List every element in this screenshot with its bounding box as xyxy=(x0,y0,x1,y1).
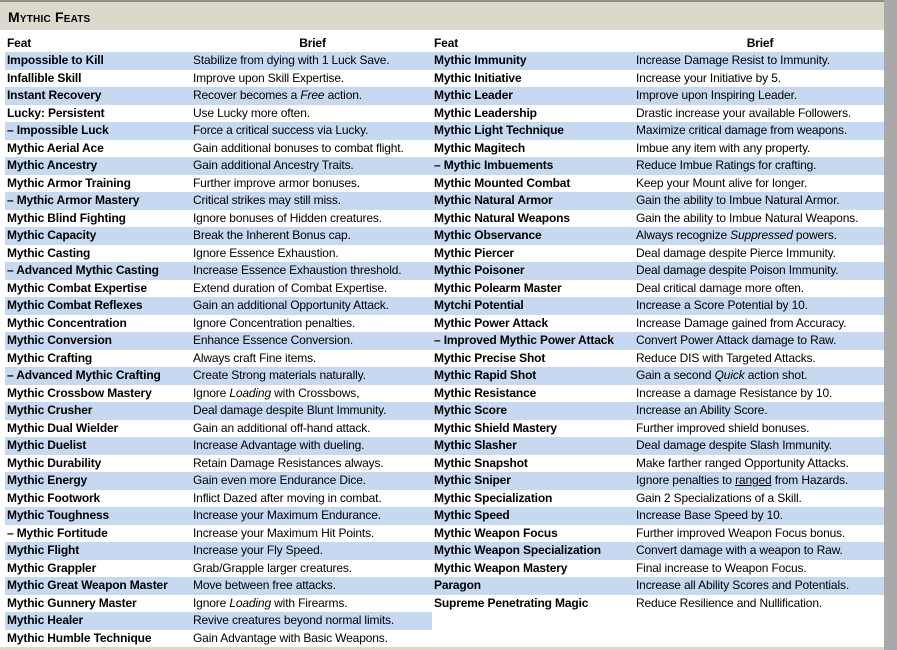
feat-name: Mythic Aerial Ace xyxy=(7,140,104,155)
table-row xyxy=(432,280,884,298)
feat-name: Mythic Crossbow Mastery xyxy=(7,385,152,400)
table-row xyxy=(5,385,432,403)
table-row xyxy=(5,332,432,350)
feat-brief: Use Lucky more often. xyxy=(193,105,310,120)
table-row xyxy=(5,350,432,368)
feat-name: Mythic Observance xyxy=(434,228,542,242)
feat-name: Mythic Casting xyxy=(7,245,91,260)
feat-name: Mythic Weapon Mastery xyxy=(434,560,568,575)
table-row xyxy=(5,490,432,508)
table-row xyxy=(5,280,432,298)
feat-name: Mythic Immunity xyxy=(434,53,527,67)
table-row xyxy=(5,455,432,473)
feat-brief: Gain an additional off-hand attack. xyxy=(193,420,371,435)
table-row xyxy=(432,542,884,560)
table-row xyxy=(5,52,432,70)
feat-name: Mythic Resistance xyxy=(434,385,537,400)
feat-brief: Revive creatures beyond normal limits. xyxy=(193,613,395,627)
feat-brief: Force a critical success via Lucky. xyxy=(193,123,369,137)
feat-brief: Improve upon Inspiring Leader. xyxy=(636,88,797,102)
table-row xyxy=(5,437,432,455)
table-row xyxy=(5,105,432,123)
feat-brief: Ignore penalties to ranged from Hazards. xyxy=(636,473,849,487)
feat-brief: Increase your Initiative by 5. xyxy=(636,70,781,85)
table-row xyxy=(432,52,884,70)
feat-name: Mythic Piercer xyxy=(434,245,514,260)
feat-brief: Ignore bonuses of Hidden creatures. xyxy=(193,210,382,225)
table-row xyxy=(5,402,432,420)
table-row xyxy=(432,367,884,385)
feat-brief: Increase a damage Resistance by 10. xyxy=(636,385,833,400)
table-row xyxy=(432,385,884,403)
table-row xyxy=(5,507,432,525)
feat-name: Mythic Conversion xyxy=(7,333,112,347)
column-header-brief: Brief xyxy=(746,36,774,50)
table-rows-left xyxy=(5,52,432,647)
feat-name: Instant Recovery xyxy=(7,88,102,102)
feat-brief: Reduce Imbue Ratings for crafting. xyxy=(636,158,817,172)
feat-brief: Move between free attacks. xyxy=(193,578,336,592)
table-row xyxy=(5,140,432,158)
feat-name: Impossible to Kill xyxy=(7,53,104,67)
feat-brief: Extend duration of Combat Expertise. xyxy=(193,280,388,295)
feat-brief: Reduce Resilience and Nullification. xyxy=(636,595,823,610)
feat-brief: Further improve armor bonuses. xyxy=(193,175,360,190)
table-row xyxy=(432,105,884,123)
table-row xyxy=(5,367,432,385)
feat-brief: Gain additional Ancestry Traits. xyxy=(193,158,354,172)
feat-brief: Maximize critical damage from weapons. xyxy=(636,123,848,137)
feat-brief: Make farther ranged Opportunity Attacks. xyxy=(636,455,849,470)
table-row xyxy=(432,332,884,350)
feat-brief: Improve upon Skill Expertise. xyxy=(193,70,345,85)
table-row xyxy=(5,612,432,630)
feat-brief: Gain even more Endurance Dice. xyxy=(193,473,366,487)
feat-brief: Always recognize Suppressed powers. xyxy=(636,228,837,242)
table-row xyxy=(432,140,884,158)
feat-brief: Break the Inherent Bonus cap. xyxy=(193,228,351,242)
feat-name: Mythic Specialization xyxy=(434,490,553,505)
table-row xyxy=(432,245,884,263)
table-row xyxy=(5,70,432,88)
feat-name: – Advanced Mythic Crafting xyxy=(7,368,161,382)
table-row xyxy=(432,87,884,105)
table-row xyxy=(432,297,884,315)
feat-name: Mythic Magitech xyxy=(434,140,526,155)
feat-brief: Further improved shield bonuses. xyxy=(636,420,810,435)
table-row xyxy=(5,525,432,543)
feat-brief: Final increase to Weapon Focus. xyxy=(636,560,807,575)
feat-name: Mythic Humble Technique xyxy=(7,630,152,645)
feat-name: Mythic Toughness xyxy=(7,508,110,522)
feat-name: Supreme Penetrating Magic xyxy=(434,595,589,610)
feat-brief: Always craft Fine items. xyxy=(193,350,317,365)
feat-brief: Increase Advantage with dueling. xyxy=(193,438,365,452)
feat-name: Mythic Sniper xyxy=(434,473,511,487)
table-row xyxy=(5,245,432,263)
table-row xyxy=(432,595,884,613)
feats-table-left xyxy=(5,34,432,647)
feat-brief: Gain the ability to Imbue Natural Armor. xyxy=(636,193,840,207)
table-row xyxy=(5,87,432,105)
column-header-brief: Brief xyxy=(299,36,326,50)
table-row xyxy=(5,227,432,245)
feat-name: Mythic Initiative xyxy=(434,70,522,85)
feat-brief: Increase your Fly Speed. xyxy=(193,543,323,557)
feat-brief: Deal damage despite Poison Immunity. xyxy=(636,263,839,277)
feat-brief: Ignore Loading with Firearms. xyxy=(193,595,348,610)
feat-brief: Inflict Dazed after moving in combat. xyxy=(193,490,382,505)
feat-name: – Impossible Luck xyxy=(7,123,109,137)
feat-name: Mythic Gunnery Master xyxy=(7,595,137,610)
feat-name: – Advanced Mythic Casting xyxy=(7,263,159,277)
feat-name: Mythic Natural Weapons xyxy=(434,210,570,225)
feat-brief: Convert damage with a weapon to Raw. xyxy=(636,543,843,557)
feat-name: Mythic Ancestry xyxy=(7,158,98,172)
table-row xyxy=(5,542,432,560)
feat-brief: Deal critical damage more often. xyxy=(636,280,804,295)
table-row xyxy=(432,192,884,210)
table-row xyxy=(432,210,884,228)
feat-name: Mythic Combat Reflexes xyxy=(7,298,143,312)
feat-brief: Grab/Grapple larger creatures. xyxy=(193,560,352,575)
feats-table-right xyxy=(432,34,884,612)
feat-name: Mythic Snapshot xyxy=(434,455,528,470)
feat-brief: Deal damage despite Slash Immunity. xyxy=(636,438,832,452)
table-row xyxy=(5,297,432,315)
table-row xyxy=(432,577,884,595)
feat-name: Mythic Duelist xyxy=(7,438,87,452)
feat-brief: Increase Base Speed by 10. xyxy=(636,508,783,522)
table-row xyxy=(432,525,884,543)
feat-brief: Gain an additional Opportunity Attack. xyxy=(193,298,389,312)
feat-name: – Mythic Fortitude xyxy=(7,525,108,540)
title-band xyxy=(0,0,897,30)
feat-name: Mythic Leader xyxy=(434,88,513,102)
table-row xyxy=(5,472,432,490)
table-header-row xyxy=(5,34,432,52)
feat-name: Mythic Durability xyxy=(7,455,102,470)
feat-brief: Gain the ability to Imbue Natural Weapons. xyxy=(636,210,859,225)
table-row xyxy=(5,175,432,193)
feat-brief: Enhance Essence Conversion. xyxy=(193,333,354,347)
feat-brief: Gain Advantage with Basic Weapons. xyxy=(193,630,388,645)
feat-name: Mythic Blind Fighting xyxy=(7,210,126,225)
table-row xyxy=(5,630,432,648)
feat-brief: Recover becomes a Free action. xyxy=(193,88,362,102)
feat-name: Mythic Score xyxy=(434,403,507,417)
feat-brief: Ignore Essence Exhaustion. xyxy=(193,245,339,260)
feat-brief: Increase an Ability Score. xyxy=(636,403,768,417)
feat-brief: Deal damage despite Blunt Immunity. xyxy=(193,403,387,417)
feat-brief: Increase Damage Resist to Immunity. xyxy=(636,53,830,67)
table-row xyxy=(432,507,884,525)
feat-brief: Keep your Mount alive for longer. xyxy=(636,175,808,190)
table-row xyxy=(432,472,884,490)
feat-brief: Reduce DIS with Targeted Attacks. xyxy=(636,350,816,365)
feat-brief: Deal damage despite Pierce Immunity. xyxy=(636,245,836,260)
page-edge-strip xyxy=(884,0,897,650)
table-rows-right xyxy=(432,52,884,612)
feat-name: Mythic Shield Mastery xyxy=(434,420,557,435)
column-header-feat: Feat xyxy=(434,36,459,50)
feat-name: Mythic Slasher xyxy=(434,438,517,452)
table-row xyxy=(5,192,432,210)
feat-name: Mythic Weapon Specialization xyxy=(434,543,601,557)
table-row xyxy=(432,420,884,438)
table-row xyxy=(432,262,884,280)
table-row xyxy=(432,70,884,88)
table-row xyxy=(5,315,432,333)
table-row xyxy=(432,350,884,368)
feat-brief: Create Strong materials naturally. xyxy=(193,368,366,382)
table-row xyxy=(432,402,884,420)
feat-name: Mythic Footwork xyxy=(7,490,101,505)
table-row xyxy=(5,560,432,578)
feat-brief: Increase Essence Exhaustion threshold. xyxy=(193,263,402,277)
feat-name: Mythic Leadership xyxy=(434,105,537,120)
feat-name: – Improved Mythic Power Attack xyxy=(434,333,614,347)
feat-name: Mythic Precise Shot xyxy=(434,350,546,365)
feat-name: Mythic Polearm Master xyxy=(434,280,562,295)
feat-name: Mythic Armor Training xyxy=(7,175,131,190)
feat-name: Mythic Crusher xyxy=(7,403,93,417)
table-row xyxy=(432,122,884,140)
table-row xyxy=(5,157,432,175)
feat-name: Mythic Natural Armor xyxy=(434,193,553,207)
feat-name: Mythic Dual Wielder xyxy=(7,420,119,435)
feat-brief: Convert Power Attack damage to Raw. xyxy=(636,333,837,347)
feat-name: Infallible Skill xyxy=(7,70,82,85)
feat-brief: Increase a Score Potential by 10. xyxy=(636,298,808,312)
feat-name: Mythic Mounted Combat xyxy=(434,175,571,190)
table-row xyxy=(432,315,884,333)
table-row xyxy=(5,577,432,595)
feat-brief: Increase all Ability Scores and Potentials. xyxy=(636,578,850,592)
table-row xyxy=(5,420,432,438)
feat-brief: Ignore Loading with Crossbows, xyxy=(193,385,360,400)
feat-name: – Mythic Armor Mastery xyxy=(7,193,140,207)
feat-name: – Mythic Imbuements xyxy=(434,158,554,172)
table-row xyxy=(432,490,884,508)
feat-brief: Further improved Weapon Focus bonus. xyxy=(636,525,846,540)
table-row xyxy=(5,210,432,228)
feat-name: Mythic Healer xyxy=(7,613,84,627)
feat-name: Mythic Flight xyxy=(7,543,80,557)
table-row xyxy=(432,455,884,473)
page-title: Mythic Feats xyxy=(8,9,91,25)
table-row xyxy=(432,157,884,175)
mythic-feats-table xyxy=(5,34,884,647)
table-row xyxy=(432,227,884,245)
table-row xyxy=(432,560,884,578)
feat-name: Mythic Great Weapon Master xyxy=(7,578,168,592)
feat-brief: Critical strikes may still miss. xyxy=(193,193,341,207)
feat-name: Mythic Light Technique xyxy=(434,123,564,137)
feat-brief: Imbue any item with any property. xyxy=(636,140,811,155)
feat-name: Mythic Grappler xyxy=(7,560,97,575)
feat-name: Mythic Capacity xyxy=(7,228,97,242)
feat-name: Mythic Energy xyxy=(7,473,88,487)
feat-brief: Gain a second Quick action shot. xyxy=(636,368,808,382)
feat-name: Paragon xyxy=(434,578,481,592)
feat-brief: Increase Damage gained from Accuracy. xyxy=(636,315,847,330)
feat-name: Mythic Poisoner xyxy=(434,263,525,277)
feat-brief: Increase your Maximum Hit Points. xyxy=(193,525,375,540)
feat-name: Mythic Rapid Shot xyxy=(434,368,537,382)
feat-name: Mythic Power Attack xyxy=(434,315,549,330)
feat-brief: Gain 2 Specializations of a Skill. xyxy=(636,490,802,505)
feat-name: Mythic Weapon Focus xyxy=(434,525,558,540)
table-row xyxy=(5,262,432,280)
feat-name: Mythic Concentration xyxy=(7,315,127,330)
table-row xyxy=(432,437,884,455)
table-row xyxy=(5,122,432,140)
feat-brief: Drastic increase your available Followers. xyxy=(636,105,852,120)
feat-brief: Retain Damage Resistances always. xyxy=(193,455,384,470)
feat-name: Mythic Crafting xyxy=(7,350,93,365)
feat-brief: Stabilize from dying with 1 Luck Save. xyxy=(193,53,390,67)
feat-name: Mythic Speed xyxy=(434,508,510,522)
table-row xyxy=(5,595,432,613)
feat-name: Mythic Combat Expertise xyxy=(7,280,147,295)
table-row xyxy=(432,175,884,193)
feat-brief: Ignore Concentration penalties. xyxy=(193,315,356,330)
table-header-row xyxy=(432,34,884,52)
feat-name: Mytchi Potential xyxy=(434,298,524,312)
feat-name: Lucky: Persistent xyxy=(7,105,105,120)
feat-brief: Increase your Maximum Endurance. xyxy=(193,508,381,522)
feat-brief: Gain additional bonuses to combat flight. xyxy=(193,140,404,155)
column-header-feat: Feat xyxy=(7,36,32,50)
